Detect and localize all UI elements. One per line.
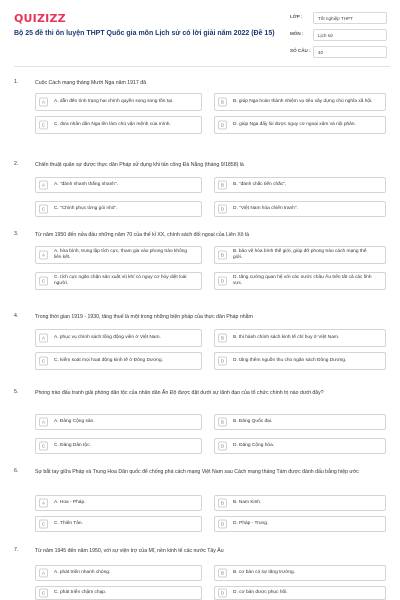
question-number: 7.	[14, 547, 19, 553]
option-a[interactable]	[35, 565, 202, 581]
option-d[interactable]	[214, 586, 386, 600]
option-a[interactable]	[35, 93, 202, 111]
option-d[interactable]	[214, 438, 386, 454]
option-text: A. phục vụ chính sách tổng động viên ở Việt Nam.	[54, 334, 161, 340]
option-text: C. đưa nhân dân Nga lên làm chủ vận mệnh của mình.	[54, 121, 171, 127]
option-text: C. kiểm soát mọi hoạt động kinh tế ở Đông Dương.	[54, 357, 163, 363]
option-letter: D	[218, 357, 227, 366]
option-c[interactable]	[35, 438, 202, 454]
option-a[interactable]	[35, 495, 202, 511]
option-letter: D	[218, 205, 227, 214]
question-text: Sự bắt tay giữa Pháp và Trung Hoa Dân quốc để chống phá cách mạng Việt Nam sau Cách mạng tháng Tám được đánh dấu bằng hiệp ước	[35, 469, 359, 475]
option-c[interactable]	[35, 272, 202, 290]
question-text: Cuộc Cách mạng tháng Mười Nga năm 1917 đã	[35, 80, 146, 86]
meta-grade	[290, 12, 390, 25]
option-letter: C	[39, 589, 48, 598]
option-letter: C	[39, 205, 48, 214]
option-letter: A	[39, 418, 48, 427]
option-letter: B	[218, 418, 227, 427]
meta-count-value: 40	[313, 46, 387, 58]
option-text: A. phát triển nhanh chóng.	[54, 569, 111, 575]
question-number: 1.	[14, 79, 19, 85]
question-number: 3.	[14, 231, 19, 237]
option-text: B. bảo vệ hòa bình thế giới, giúp đỡ phong trào cách mạng thế giới.	[233, 248, 367, 260]
option-text: B. Đảng Quốc đại.	[233, 418, 273, 424]
document-header	[0, 0, 400, 64]
option-text: D. tăng cường quan hệ với các nước châu Âu trên tất cả các lĩnh vực.	[233, 274, 372, 286]
option-letter: D	[218, 589, 227, 598]
option-d[interactable]	[214, 272, 386, 290]
meta-subject-value: Lịch sử	[313, 29, 387, 41]
option-letter: B	[218, 181, 227, 190]
option-letter: C	[39, 520, 48, 529]
option-d[interactable]	[214, 352, 386, 370]
option-text: D. tăng thêm nguồn thu cho ngân sách Đông Dương.	[233, 357, 347, 363]
option-c[interactable]	[35, 116, 202, 134]
option-a[interactable]	[35, 329, 202, 347]
meta-panel	[290, 12, 390, 63]
option-text: C. Thiên Tân.	[54, 520, 83, 526]
meta-subject	[290, 29, 390, 42]
option-letter: B	[218, 569, 227, 578]
option-letter: D	[218, 121, 227, 130]
option-letter: C	[39, 277, 48, 286]
meta-count	[290, 46, 390, 59]
option-text: D. giúp Nga đẩy lùi được nguy cơ ngoại xâm và nội phản.	[233, 121, 356, 127]
option-letter: A	[39, 98, 48, 107]
question-text: Trong thời gian 1919 - 1930, tăng thuế là một trong những biện pháp của thực dân Pháp nhằm	[35, 314, 253, 320]
option-letter: C	[39, 357, 48, 366]
option-text: D. cơ bản được phục hồi.	[233, 589, 288, 595]
meta-subject-label: MÔN :	[290, 31, 304, 36]
option-text: A. "đánh nhanh thắng nhanh".	[54, 181, 118, 187]
option-b[interactable]	[214, 177, 386, 193]
option-letter: C	[39, 442, 48, 451]
option-text: B. Nam Kinh.	[233, 499, 262, 505]
meta-grade-value: Tốt nghiệp THPT	[313, 12, 387, 24]
question-text: Từ năm 1945 đến năm 1950, với sự viện trợ của Mĩ, nền kinh tế các nước Tây Âu	[35, 548, 224, 554]
option-letter: A	[39, 569, 48, 578]
option-letter: D	[218, 277, 227, 286]
question-text: Phong trào đấu tranh giải phóng dân tộc của nhân dân Ấn Độ được đặt dưới sự lãnh đạo của tổ chức chính trị nào dưới đây?	[35, 390, 324, 396]
option-text: B. cơ bản có sự tăng trưởng.	[233, 569, 296, 575]
option-b[interactable]	[214, 495, 386, 511]
option-letter: B	[218, 334, 227, 343]
quizizz-logo: QUIZIZZ	[14, 12, 66, 25]
question-text: Chiến thuật quân sự được thực dân Pháp sử dụng khi tấn công Đà Nẵng (tháng 9/1858) là	[35, 162, 244, 168]
option-b[interactable]	[214, 565, 386, 581]
option-letter: D	[218, 442, 227, 451]
option-letter: C	[39, 121, 48, 130]
option-text: A. Đảng Cộng sản.	[54, 418, 95, 424]
question-number: 4.	[14, 313, 19, 319]
option-letter: A	[39, 499, 48, 508]
option-text: A. dẫn đến tình trạng hai chính quyền song song tồn tại.	[54, 98, 174, 104]
option-c[interactable]	[35, 201, 202, 217]
option-letter: D	[218, 520, 227, 529]
option-text: B. "đánh chắc tiến chắc",	[233, 181, 287, 187]
option-c[interactable]	[35, 352, 202, 370]
document-title: Bộ 25 đề thi ôn luyện THPT Quốc gia môn Lịch sử có lời giải năm 2022 (Đề 15)	[14, 30, 275, 37]
option-text: A. Hoa - Pháp.	[54, 499, 86, 505]
question-number: 6.	[14, 468, 19, 474]
option-d[interactable]	[214, 516, 386, 532]
option-b[interactable]	[214, 93, 386, 111]
option-b[interactable]	[214, 329, 386, 347]
option-text: D. Pháp - Trung.	[233, 520, 269, 526]
option-text: C. tích cực ngăn chặn sản xuất vũ khí có nguy cơ hủy diệt loài người.	[54, 274, 187, 286]
option-letter: B	[218, 251, 227, 260]
option-c[interactable]	[35, 516, 202, 532]
option-text: C. phát triển chậm chạp.	[54, 589, 107, 595]
option-text: D. Đảng Cộng hòa.	[233, 442, 275, 448]
option-letter: A	[39, 251, 48, 260]
question-number: 5.	[14, 389, 19, 395]
option-b[interactable]	[214, 246, 386, 264]
header-divider	[14, 66, 390, 67]
option-text: C. "Chinh phục từng gói nhỏ".	[54, 205, 118, 211]
option-text: B. thi hành chính sách kinh tế chỉ huy ở Việt Nam.	[233, 334, 340, 340]
option-a[interactable]	[35, 246, 202, 264]
question-number: 2.	[14, 161, 19, 167]
meta-grade-label: LỚP :	[290, 14, 303, 19]
option-a[interactable]	[35, 414, 202, 430]
option-b[interactable]	[214, 414, 386, 430]
option-d[interactable]	[214, 201, 386, 217]
option-text: B. giúp Nga hoàn thành nhiệm vụ tiêu xây dựng chủ nghĩa xã hội.	[233, 98, 373, 104]
option-text: A. hòa bình, trung lập tích cực, tham gia vào phong trào không liên kết.	[54, 248, 188, 260]
option-letter: B	[218, 499, 227, 508]
option-letter: A	[39, 334, 48, 343]
option-c[interactable]	[35, 586, 202, 600]
option-a[interactable]	[35, 177, 202, 193]
option-d[interactable]	[214, 116, 386, 134]
option-letter: A	[39, 181, 48, 190]
option-text: C. Đảng Dân tộc.	[54, 442, 91, 448]
meta-count-label: SỐ CÂU :	[290, 48, 311, 53]
option-text: D. "Việt Nam hóa chiến tranh".	[233, 205, 298, 211]
option-letter: B	[218, 98, 227, 107]
question-text: Từ năm 1950 đến nửa đầu những năm 70 của thế kỉ XX, chính sách đối ngoại của Liên Xô là	[35, 232, 250, 238]
